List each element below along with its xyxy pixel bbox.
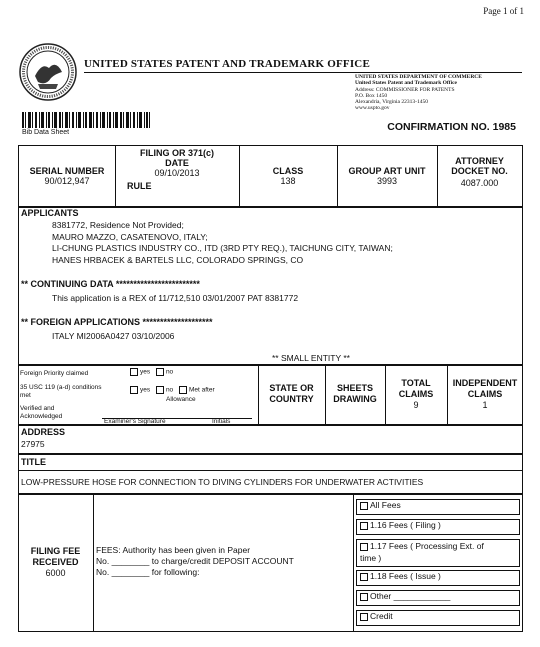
class-cell xyxy=(239,146,338,206)
initials-label: Initials xyxy=(212,418,231,425)
barcode-icon xyxy=(22,112,150,128)
yes-label: yes xyxy=(140,368,151,376)
fee-option-processing[interactable] xyxy=(356,539,520,567)
state-country-l2: COUNTRY xyxy=(269,394,314,404)
dept-line: United States Patent and Trademark Office xyxy=(355,80,457,87)
credit-checkbox[interactable] xyxy=(360,613,368,621)
verified-line: Acknowledged xyxy=(20,413,63,420)
sheets-l2: DRAWING xyxy=(333,394,377,404)
usc-line: 35 USC 119 (a-d) conditions xyxy=(20,384,102,391)
fee-option-filing[interactable] xyxy=(356,519,520,535)
filing-fee-value: 6000 xyxy=(45,568,66,578)
usc-options xyxy=(130,386,215,394)
dept-line: P.O. Box 1450 xyxy=(355,92,388,99)
yes-label: yes xyxy=(140,386,151,394)
state-country-header xyxy=(258,383,325,405)
title-section xyxy=(18,454,523,494)
dept-line: UNITED STATES DEPARTMENT OF COMMERCE xyxy=(355,74,482,80)
address-value: 27975 xyxy=(21,439,45,449)
foreign-applications-label: ** FOREIGN APPLICATIONS ******************** xyxy=(21,317,213,327)
no-checkbox[interactable] xyxy=(156,386,164,394)
fee-option-other[interactable] xyxy=(356,590,520,606)
attorney-docket-label-2: DOCKET NO. xyxy=(451,166,508,176)
office-title: UNITED STATES PATENT AND TRADEMARK OFFICE xyxy=(84,58,370,70)
fees-line: FEES: Authority has been given in Paper xyxy=(96,545,251,555)
filing-fee-l1: FILING FEE xyxy=(30,546,81,556)
filing-fees-checkbox[interactable] xyxy=(360,522,368,530)
title-rule xyxy=(84,72,522,73)
fee-option-label: Credit xyxy=(370,611,393,621)
filing-rule: RULE xyxy=(127,181,152,191)
continuing-data-text: This application is a REX of 11/712,510 03/01/2007 PAT 8381772 xyxy=(52,293,299,303)
applicants-list xyxy=(52,220,393,266)
page-indicator: Page 1 of 1 xyxy=(483,6,524,16)
fees-line: No. ________ to charge/credit DEPOSIT ACCOUNT xyxy=(96,556,294,566)
foreign-priority-label: Foreign Priority claimed xyxy=(20,370,89,377)
total-claims-header xyxy=(385,378,447,411)
header-columns xyxy=(18,145,523,207)
fee-option-label: 1.17 Fees ( Processing Ext. of xyxy=(370,541,484,551)
usc-conditions-label xyxy=(20,384,102,400)
divider xyxy=(93,494,94,632)
confirmation-number: CONFIRMATION NO. 1985 xyxy=(387,121,516,133)
no-label: no xyxy=(165,386,174,394)
group-art-unit-value: 3993 xyxy=(376,176,398,186)
attorney-docket-label: ATTORNEY xyxy=(455,156,504,166)
total-claims-value: 9 xyxy=(413,400,419,410)
fee-option-all-fees[interactable] xyxy=(356,499,520,515)
group-art-unit-cell xyxy=(337,146,438,206)
indep-claims-l1: INDEPENDENT xyxy=(452,378,518,388)
independent-claims-value: 1 xyxy=(482,400,488,410)
sheets-l1: SHEETS xyxy=(336,383,373,393)
no-checkbox[interactable] xyxy=(156,368,164,376)
yes-checkbox[interactable] xyxy=(130,386,138,394)
foreign-applications-text: ITALY MI2006A0427 03/10/2006 xyxy=(52,331,175,341)
usc-line: met xyxy=(20,392,31,399)
dept-line: www.uspto.gov xyxy=(355,105,390,112)
state-country-l1: STATE OR xyxy=(269,383,314,393)
uspto-seal-icon xyxy=(18,42,78,102)
department-block xyxy=(355,74,535,112)
applicant-line: HANES HRBACEK & BARTELS LLC, COLORADO SPRINGS, CO xyxy=(52,254,304,265)
independent-claims-header xyxy=(447,378,523,411)
sheets-drawing-header xyxy=(325,383,385,405)
indep-claims-l2: CLAIMS xyxy=(467,389,503,399)
serial-number-label: SERIAL NUMBER xyxy=(29,166,105,176)
yes-checkbox[interactable] xyxy=(130,368,138,376)
examiner-signature-label: Examiner's Signature xyxy=(104,418,166,425)
fee-option-credit[interactable] xyxy=(356,610,520,626)
fee-option-label: Other ____________ xyxy=(370,591,451,601)
fee-option-issue[interactable] xyxy=(356,570,520,586)
title-value: LOW-PRESSURE HOSE FOR CONNECTION TO DIVING CYLINDERS FOR UNDERWATER ACTIVITIES xyxy=(21,477,424,487)
fees-authority-text xyxy=(96,545,294,578)
filing-date-label: FILING OR 371(c) xyxy=(139,148,214,158)
processing-fees-checkbox[interactable] xyxy=(360,543,368,551)
applicants-label: APPLICANTS xyxy=(21,208,79,218)
fee-option-label: 1.16 Fees ( Filing ) xyxy=(370,520,441,530)
filing-date-cell xyxy=(115,146,240,206)
filing-date-label-2: DATE xyxy=(165,158,189,168)
divider xyxy=(353,494,354,632)
verified-label xyxy=(20,405,62,421)
continuing-data-label: ** CONTINUING DATA ************************ xyxy=(21,279,200,289)
class-value: 138 xyxy=(280,176,296,186)
filing-date-value: 09/10/2013 xyxy=(154,168,200,178)
fees-line: No. ________ for following: xyxy=(96,567,200,577)
applicant-line: LI-CHUNG PLASTICS INDUSTRY CO., ITD (3RD PTY REQ.), TAICHUNG CITY, TAIWAN; xyxy=(52,243,393,253)
address-section xyxy=(18,425,523,454)
applicant-line: 8381772, Residence Not Provided; xyxy=(52,220,184,230)
address-label: ADDRESS xyxy=(21,427,66,437)
filing-fee-block xyxy=(18,546,93,579)
priority-options xyxy=(130,368,173,376)
bib-data-sheet-label: Bib Data Sheet xyxy=(22,129,70,136)
verified-line: Verified and xyxy=(20,405,55,412)
total-claims-l2: CLAIMS xyxy=(398,389,434,399)
allowance-label: Allowance xyxy=(166,396,196,403)
attorney-docket-cell xyxy=(437,146,522,206)
serial-number-cell xyxy=(19,146,116,206)
class-label: CLASS xyxy=(272,166,304,176)
met-after-checkbox[interactable] xyxy=(179,386,187,394)
fee-option-label: 1.18 Fees ( Issue ) xyxy=(370,571,441,581)
small-entity: ** SMALL ENTITY ** xyxy=(272,353,350,363)
fee-option-label: time ) xyxy=(360,553,382,563)
applicant-line: MAURO MAZZO, CASATENOVO, ITALY; xyxy=(52,231,208,242)
fee-option-label: All Fees xyxy=(370,500,401,510)
title-rule-inner xyxy=(18,470,523,471)
title-label: TITLE xyxy=(21,457,46,467)
met-after-label: Met after xyxy=(188,386,215,394)
no-label: no xyxy=(165,368,174,376)
serial-number-value: 90/012,947 xyxy=(44,176,90,186)
group-art-unit-label: GROUP ART UNIT xyxy=(348,166,426,176)
filing-fee-l2: RECEIVED xyxy=(32,557,79,567)
all-fees-checkbox[interactable] xyxy=(360,502,368,510)
other-checkbox[interactable] xyxy=(360,593,368,601)
dept-line: Alexandria, Virginia 22313-1450 xyxy=(355,99,428,106)
attorney-docket-value: 4087.000 xyxy=(460,178,499,188)
issue-fees-checkbox[interactable] xyxy=(360,573,368,581)
total-claims-l1: TOTAL xyxy=(401,378,431,388)
dept-line: Address: COMMISSIONER FOR PATENTS xyxy=(355,86,455,93)
